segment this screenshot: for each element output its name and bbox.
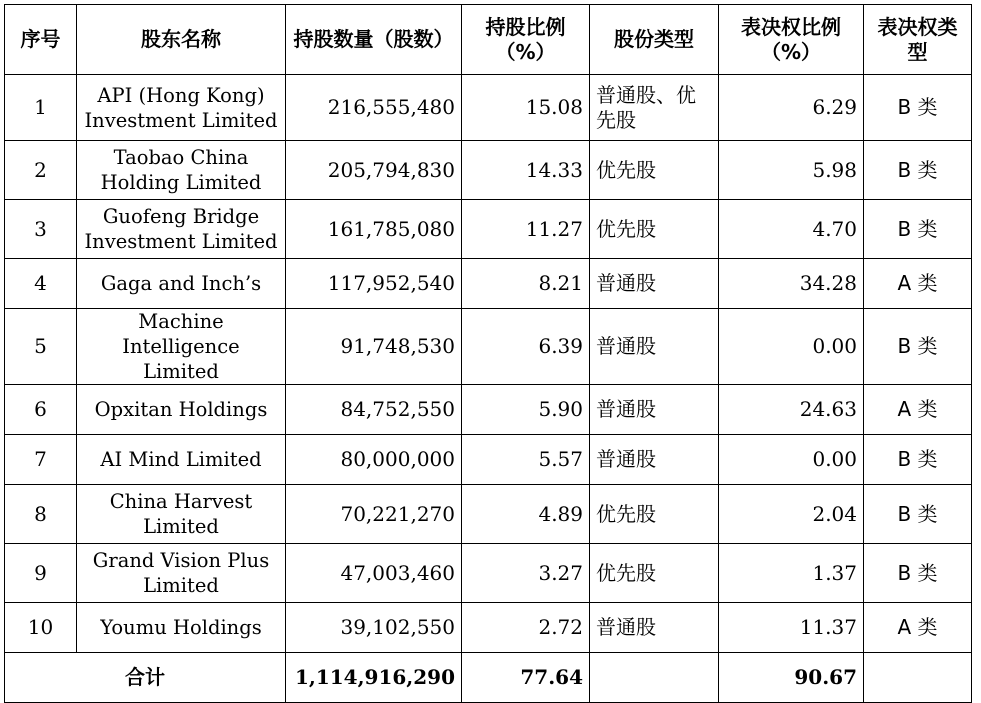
shareholder-table [4,4,972,703]
header-vote-type: 表决权类型 [864,5,972,75]
shareholder-name: Youmu Holdings [77,603,286,653]
shareholder-name: Machine Intelligence Limited [77,309,286,385]
vote-type: B 类 [864,544,972,603]
share-type: 普通股、优先股 [590,75,719,141]
share-pct: 3.27 [462,544,590,603]
share-count: 91,748,530 [286,309,462,385]
row-no: 3 [5,200,77,259]
row-no: 1 [5,75,77,141]
share-type: 普通股 [590,385,719,435]
share-type: 优先股 [590,141,719,200]
total-row [5,653,972,703]
vote-type: B 类 [864,435,972,485]
share-type: 优先股 [590,485,719,544]
share-count: 117,952,540 [286,259,462,309]
share-pct: 14.33 [462,141,590,200]
vote-type: A 类 [864,603,972,653]
table-row [5,141,972,200]
share-pct: 15.08 [462,75,590,141]
table-row [5,385,972,435]
vote-pct: 4.70 [719,200,864,259]
vote-type: B 类 [864,309,972,385]
share-count: 161,785,080 [286,200,462,259]
vote-pct: 11.37 [719,603,864,653]
shareholder-name: Opxitan Holdings [77,385,286,435]
header-share-pct: 持股比例（%） [462,5,590,75]
header-name: 股东名称 [77,5,286,75]
table-row [5,200,972,259]
share-type: 普通股 [590,603,719,653]
share-pct: 11.27 [462,200,590,259]
share-type: 优先股 [590,200,719,259]
shareholder-name: AI Mind Limited [77,435,286,485]
share-count: 70,221,270 [286,485,462,544]
table-row [5,544,972,603]
total-shares: 1,114,916,290 [286,653,462,703]
share-count: 205,794,830 [286,141,462,200]
row-no: 7 [5,435,77,485]
shareholder-name: Guofeng Bridge Investment Limited [77,200,286,259]
vote-pct: 6.29 [719,75,864,141]
vote-type: A 类 [864,259,972,309]
vote-type: B 类 [864,200,972,259]
vote-pct: 34.28 [719,259,864,309]
share-type: 普通股 [590,309,719,385]
shareholder-name: Taobao China Holding Limited [77,141,286,200]
share-count: 84,752,550 [286,385,462,435]
share-pct: 5.57 [462,435,590,485]
share-type: 普通股 [590,259,719,309]
share-count: 39,102,550 [286,603,462,653]
vote-pct: 24.63 [719,385,864,435]
total-vote-pct: 90.67 [719,653,864,703]
vote-pct: 1.37 [719,544,864,603]
header-shares: 持股数量（股数） [286,5,462,75]
vote-type: B 类 [864,485,972,544]
shareholder-name: Gaga and Inch’s [77,259,286,309]
header-no: 序号 [5,5,77,75]
vote-type: A 类 [864,385,972,435]
share-count: 80,000,000 [286,435,462,485]
total-label: 合计 [5,653,286,703]
share-pct: 4.89 [462,485,590,544]
share-count: 47,003,460 [286,544,462,603]
share-type: 普通股 [590,435,719,485]
vote-pct: 2.04 [719,485,864,544]
row-no: 5 [5,309,77,385]
share-pct: 8.21 [462,259,590,309]
total-vote-type-empty [864,653,972,703]
share-pct: 2.72 [462,603,590,653]
row-no: 10 [5,603,77,653]
vote-pct: 0.00 [719,309,864,385]
share-pct: 5.90 [462,385,590,435]
table-row [5,309,972,385]
row-no: 4 [5,259,77,309]
total-share-pct: 77.64 [462,653,590,703]
share-count: 216,555,480 [286,75,462,141]
share-pct: 6.39 [462,309,590,385]
table-row [5,485,972,544]
vote-pct: 0.00 [719,435,864,485]
total-share-type-empty [590,653,719,703]
shareholder-name: China Harvest Limited [77,485,286,544]
vote-type: B 类 [864,75,972,141]
row-no: 8 [5,485,77,544]
header-vote-pct: 表决权比例（%） [719,5,864,75]
table-row [5,259,972,309]
table-row [5,435,972,485]
shareholder-name: API (Hong Kong) Investment Limited [77,75,286,141]
row-no: 6 [5,385,77,435]
row-no: 2 [5,141,77,200]
vote-pct: 5.98 [719,141,864,200]
row-no: 9 [5,544,77,603]
table-row [5,603,972,653]
share-type: 优先股 [590,544,719,603]
header-row [5,5,972,75]
shareholder-name: Grand Vision Plus Limited [77,544,286,603]
vote-type: B 类 [864,141,972,200]
header-share-type: 股份类型 [590,5,719,75]
table-row [5,75,972,141]
